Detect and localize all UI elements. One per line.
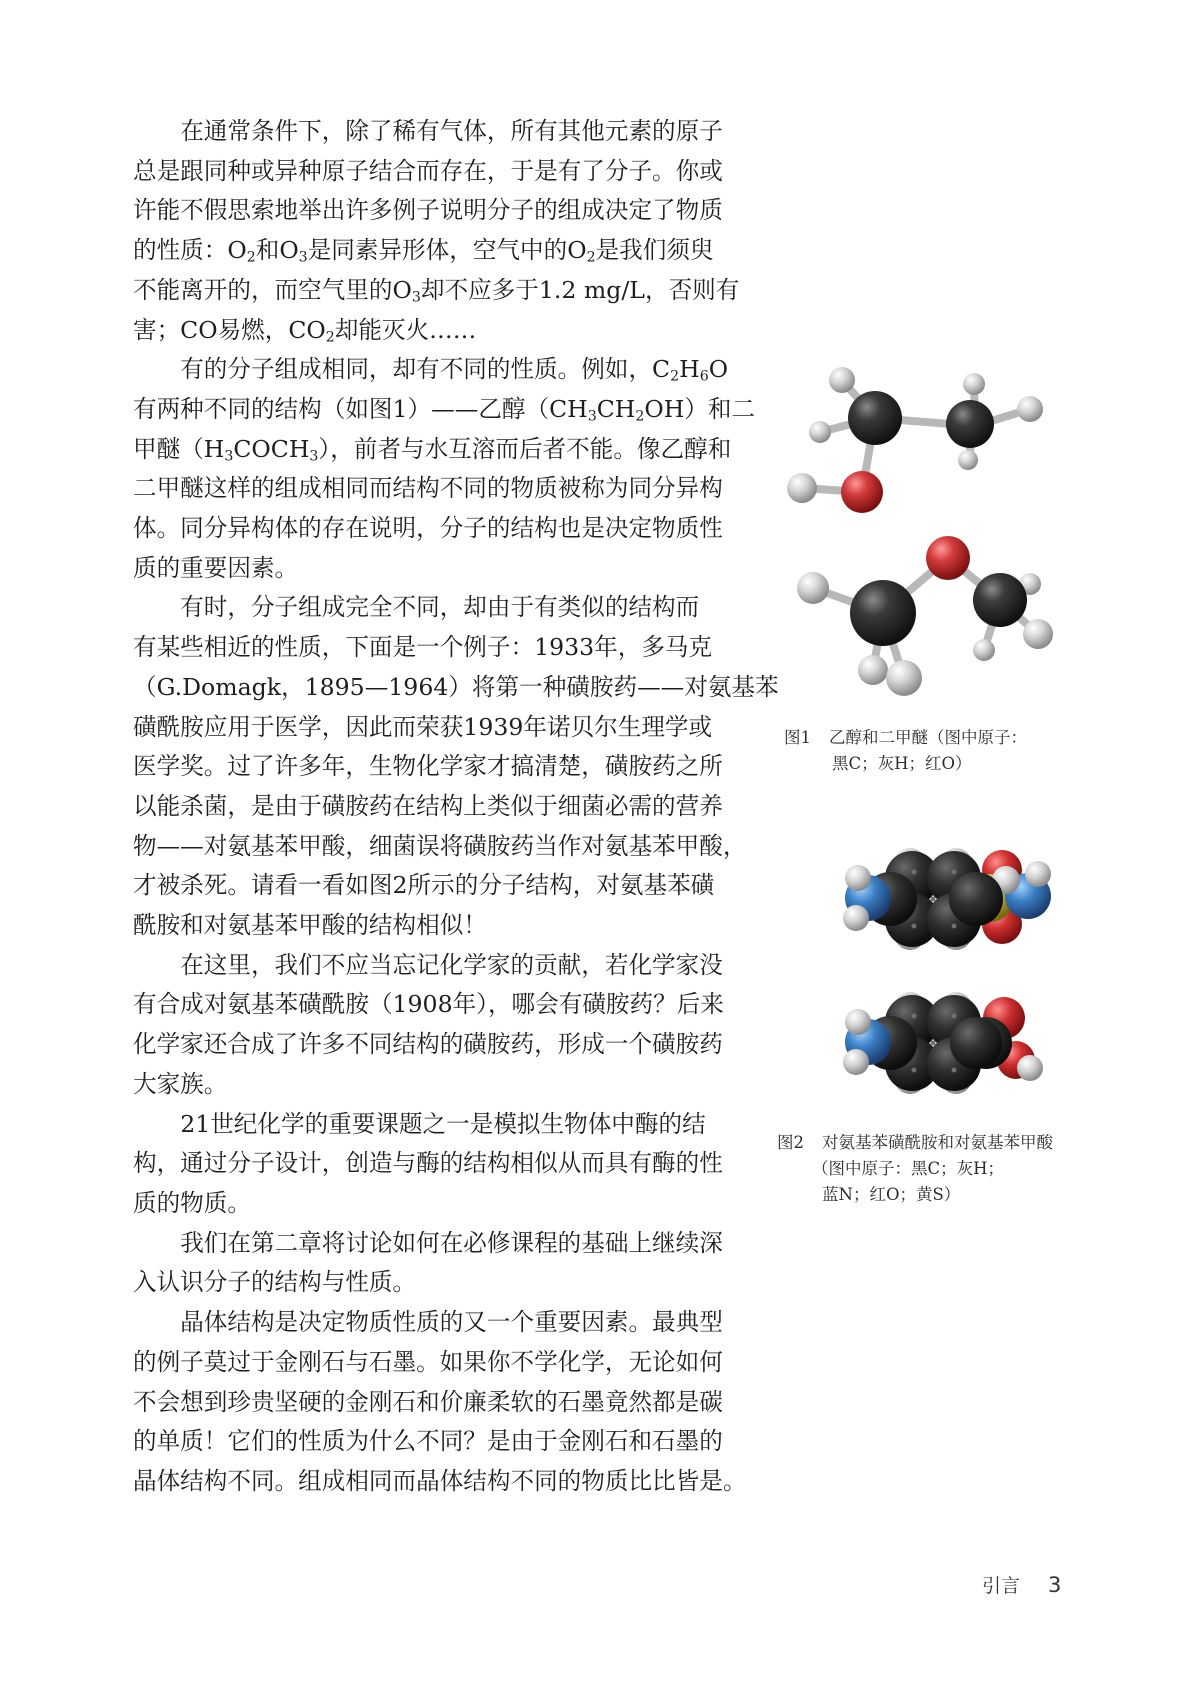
text-line: 在这里，我们不应当忘记化学家的贡献，若化学家没 <box>180 950 723 979</box>
paragraph <box>133 946 744 1105</box>
figure-2-image <box>830 838 1056 1123</box>
paragraph <box>133 112 744 350</box>
text-line: 的例子莫过于金刚石与石墨。如果你不学化学，无论如何 <box>133 1347 723 1376</box>
text-line: 我们在第二章将讨论如何在必修课程的基础上继续深 <box>180 1228 723 1257</box>
text-line: （G.Domagk，1895—1964）将第一种磺胺药——对氨基苯 <box>133 672 779 701</box>
figure-1-caption-line-2: 黑C；灰H；红O） <box>832 754 972 773</box>
text-line: 晶体结构是决定物质性质的又一个重要因素。最典型 <box>180 1308 723 1337</box>
text-line: 晶体结构不同。组成相同而晶体结构不同的物质比比皆是。 <box>133 1466 747 1495</box>
text-line: 酰胺和对氨基苯甲酸的结构相似！ <box>133 911 487 940</box>
figure-1-label: 图1 <box>784 728 811 747</box>
figure-2-caption-line-3: 蓝N；红O；黄S） <box>822 1185 961 1204</box>
ethanol-model <box>787 367 1043 513</box>
figure-1-image <box>780 348 1070 703</box>
figure-1-molecule-models <box>780 348 1070 703</box>
text-line: 甲醚$(H_3COCH_3)$，前者与水互溶而后者不能。像乙醇和 <box>133 434 732 465</box>
text-line: 总是跟同种或异种原子结合而存在，于是有了分子。你或 <box>133 156 723 185</box>
paragraph <box>133 1105 744 1224</box>
text-line: 有时，分子组成完全不同，却由于有类似的结构而 <box>180 593 700 622</box>
text-line: 入认识分子的结构与性质。 <box>133 1268 417 1297</box>
text-line: 磺酰胺应用于医学，因此而荣获1939年诺贝尔生理学或 <box>133 712 713 741</box>
text-line: 二甲醚这样的组成相同而结构不同的物质被称为同分异构 <box>133 474 723 503</box>
paragraph <box>133 1303 747 1502</box>
text-line: 许能不假思索地举出许多例子说明分子的组成决定了物质 <box>133 196 723 225</box>
text-line: 才被杀死。请看一看如图2所示的分子结构，对氨基苯磺 <box>133 871 715 900</box>
figure-2-caption <box>777 1130 1053 1208</box>
text-line: 有合成对氨基苯磺酰胺（1908年），哪会有磺胺药？后来 <box>133 990 724 1019</box>
text-line: 有的分子组成相同，却有不同的性质。例如，$C_2H_6O$ <box>180 355 729 385</box>
text-line: 害；CO易燃，$CO_2$却能灭火…… <box>133 315 477 346</box>
text-line: 化学家还合成了许多不同结构的磺胺药，形成一个磺胺药 <box>133 1030 723 1059</box>
paragraph <box>133 588 779 945</box>
figure-2-caption-line-1: 对氨基苯磺酰胺和对氨基苯甲酸 <box>822 1133 1053 1152</box>
figure-1-caption <box>784 725 1027 777</box>
page-footer <box>982 1571 1061 1598</box>
text-line: 质的重要因素。 <box>133 553 299 582</box>
figure-1-caption-line-1: 乙醇和二甲醚（图中原子： <box>829 728 1027 747</box>
figure-2-caption-line-2: （图中原子：黑C；灰H； <box>812 1159 1005 1178</box>
text-line: 在通常条件下，除了稀有气体，所有其他元素的原子 <box>180 117 723 145</box>
sulfanilamide-model <box>843 848 1051 950</box>
text-line: 不会想到珍贵坚硬的金刚石和价廉柔软的石墨竟然都是碳 <box>133 1387 723 1416</box>
text-line: 有两种不同的结构（如图1）——乙醇$(CH_3CH_2OH)$和二 <box>133 394 756 425</box>
body-text <box>133 112 779 1502</box>
page-number: 3 <box>1048 1573 1062 1597</box>
dimethyl-ether-model <box>797 536 1053 696</box>
text-line: 构，通过分子设计，创造与酶的结构相似从而具有酶的性 <box>133 1149 723 1178</box>
paragraph <box>133 350 756 588</box>
text-line: 体。同分异构体的存在说明，分子的结构也是决定物质性 <box>133 514 723 543</box>
figure-2-molecule-models <box>830 838 1056 1123</box>
text-line: 的性质：$O_2$和$O_3$是同素异形体，空气中的$O_2$是我们须臾 <box>133 236 714 266</box>
p-aminobenzoic-acid-model <box>843 992 1043 1094</box>
footer-section-title: 引言 <box>982 1575 1021 1597</box>
text-line: 物——对氨基苯甲酸，细菌误将磺胺药当作对氨基苯甲酸， <box>133 831 747 860</box>
text-line: 大家族。 <box>133 1069 228 1098</box>
text-line: 医学奖。过了许多年，生物化学家才搞清楚，磺胺药之所 <box>133 752 723 781</box>
figure-2-label: 图2 <box>777 1133 804 1152</box>
text-line: 21世纪化学的重要课题之一是模拟生物体中酶的结 <box>180 1109 706 1138</box>
paragraph <box>133 1224 744 1303</box>
text-line: 的单质！它们的性质为什么不同？是由于金刚石和石墨的 <box>133 1427 723 1456</box>
text-line: 质的物质。 <box>133 1188 251 1217</box>
text-line: 不能离开的，而空气里的$O_3$却不应多于1.2 mg/L，否则有 <box>133 275 740 306</box>
text-line: 有某些相近的性质，下面是一个例子：1933年，多马克 <box>133 633 713 662</box>
text-line: 以能杀菌，是由于磺胺药在结构上类似于细菌必需的营养 <box>133 791 723 820</box>
